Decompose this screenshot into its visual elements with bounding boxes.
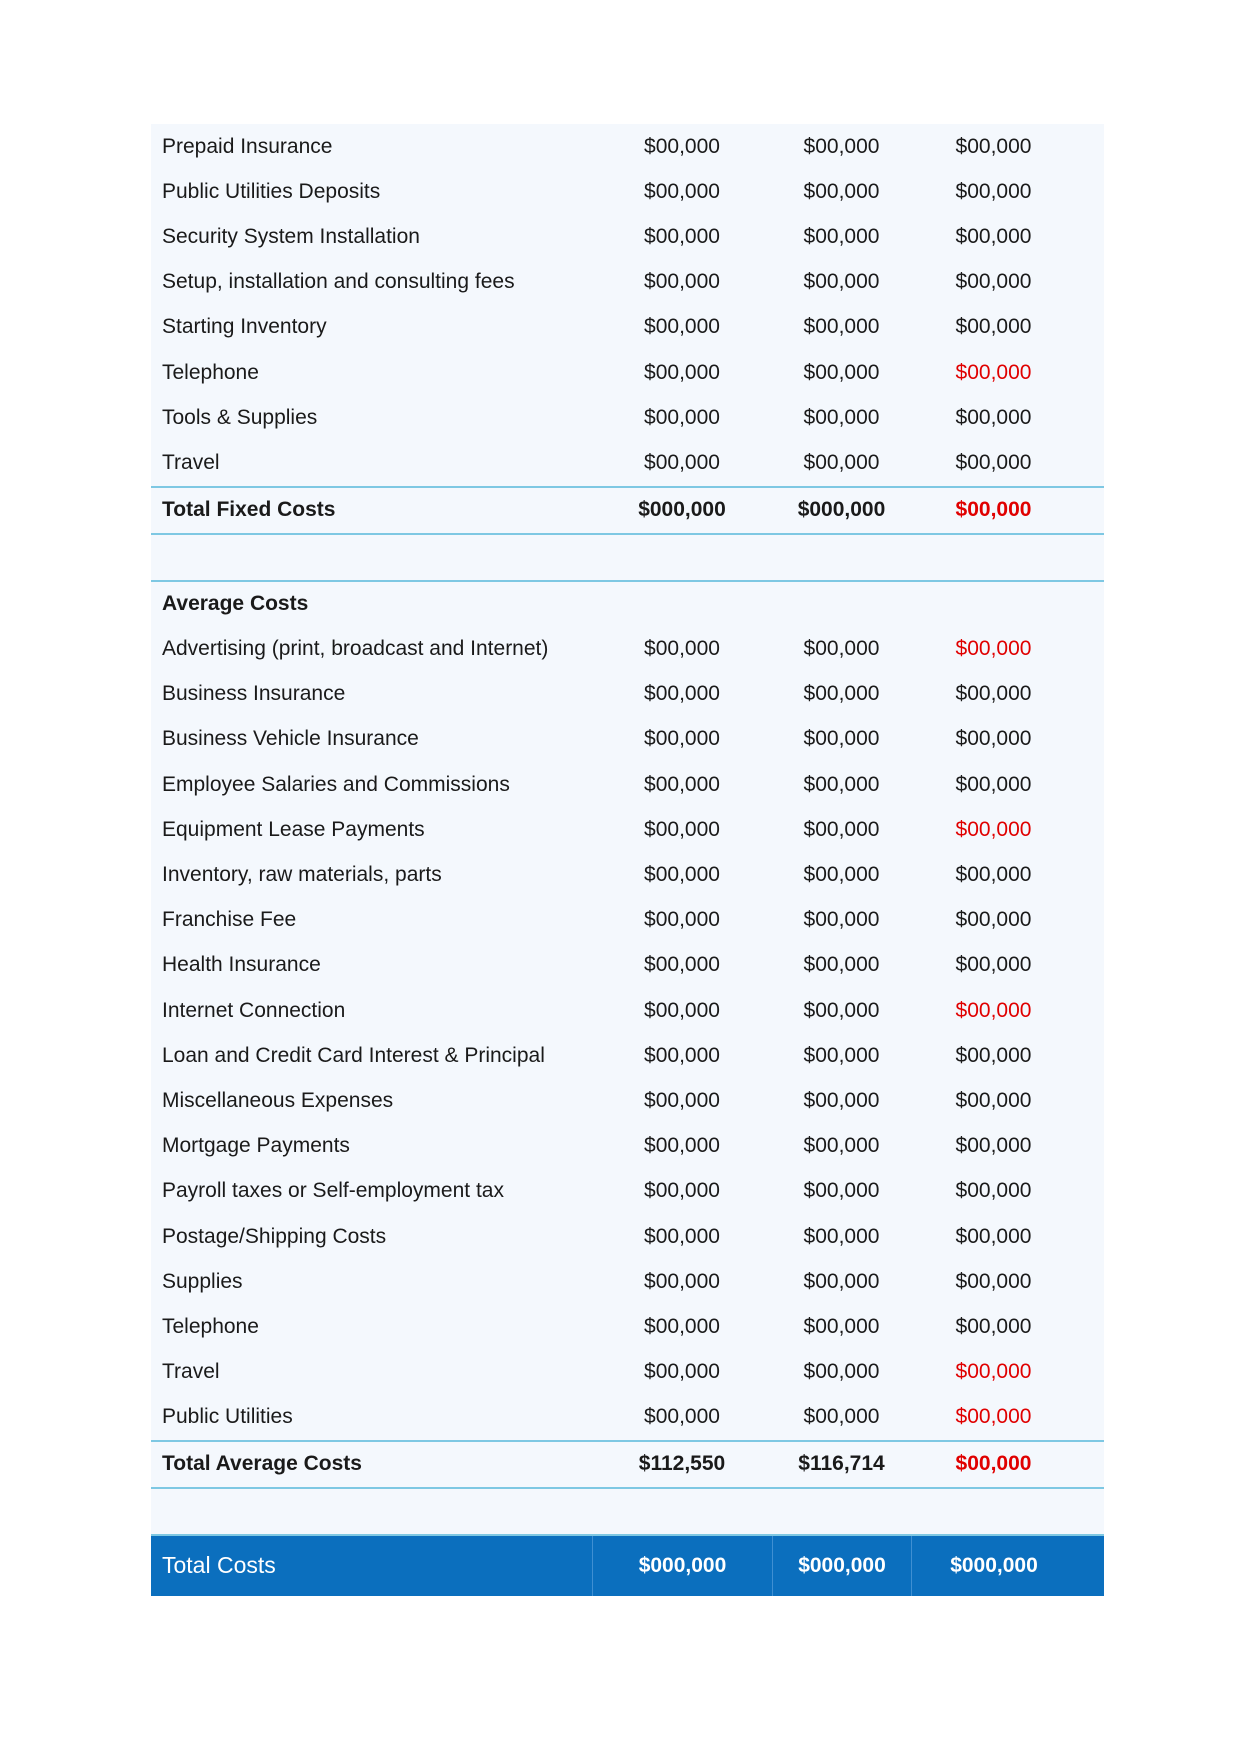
row-label: Payroll taxes or Self-employment tax bbox=[162, 1179, 504, 1203]
negative-value-cell: $00,000 bbox=[955, 998, 1032, 1022]
table-row bbox=[151, 350, 1104, 395]
value-cell: $00,000 bbox=[644, 1088, 720, 1112]
value-cell: $00,000 bbox=[644, 450, 720, 474]
total-value: $116,714 bbox=[798, 1452, 885, 1476]
value-cell: $00,000 bbox=[803, 1224, 880, 1248]
table-row bbox=[151, 1033, 1104, 1078]
grand-total-value: $000,000 bbox=[911, 1536, 1104, 1596]
value-cell: $00,000 bbox=[955, 315, 1032, 339]
row-label: Public Utilities Deposits bbox=[162, 179, 381, 203]
value-cell: $00,000 bbox=[803, 863, 880, 887]
table-row bbox=[151, 1259, 1104, 1304]
value-cell: $00,000 bbox=[803, 772, 880, 796]
cost-table bbox=[151, 124, 1104, 1596]
table-row bbox=[151, 440, 1104, 485]
table-row bbox=[151, 260, 1104, 305]
value-cell: $00,000 bbox=[803, 270, 880, 294]
value-cell: $00,000 bbox=[803, 998, 880, 1022]
table-row bbox=[151, 214, 1104, 259]
value-cell: $00,000 bbox=[955, 405, 1032, 429]
table-row bbox=[151, 1304, 1104, 1349]
average-costs-heading: Average Costs bbox=[162, 592, 309, 615]
table-row bbox=[151, 898, 1104, 943]
row-label: Starting Inventory bbox=[162, 315, 327, 339]
value-cell: $00,000 bbox=[803, 360, 880, 384]
value-cell: $00,000 bbox=[803, 405, 880, 429]
value-cell: $00,000 bbox=[644, 360, 720, 384]
value-cell: $00,000 bbox=[803, 315, 880, 339]
total-label: Total Average Costs bbox=[162, 1452, 362, 1476]
negative-value-cell: $00,000 bbox=[955, 360, 1032, 384]
total-value: $112,550 bbox=[638, 1452, 726, 1476]
row-label: Telephone bbox=[162, 1314, 259, 1338]
table-row bbox=[151, 1395, 1104, 1440]
table-row bbox=[151, 1169, 1104, 1214]
value-cell: $00,000 bbox=[644, 1314, 720, 1338]
table-row bbox=[151, 169, 1104, 214]
total-value: $000,000 bbox=[797, 498, 886, 521]
row-label: Tools & Supplies bbox=[162, 405, 318, 429]
table-row bbox=[151, 305, 1104, 350]
row-label: Franchise Fee bbox=[162, 908, 297, 932]
value-cell: $00,000 bbox=[955, 1179, 1032, 1203]
value-cell: $00,000 bbox=[644, 908, 720, 932]
value-cell: $00,000 bbox=[644, 863, 720, 887]
value-cell: $00,000 bbox=[803, 1088, 880, 1112]
value-cell: $00,000 bbox=[955, 1134, 1032, 1158]
row-label: Prepaid Insurance bbox=[162, 134, 333, 158]
total-average-costs-row bbox=[151, 1440, 1104, 1489]
table-row bbox=[151, 762, 1104, 807]
row-label: Travel bbox=[162, 1360, 220, 1384]
row-label: Security System Installation bbox=[162, 224, 420, 248]
value-cell: $00,000 bbox=[803, 1179, 880, 1203]
table-row bbox=[151, 943, 1104, 988]
value-cell: $00,000 bbox=[955, 863, 1032, 887]
negative-value-cell: $00,000 bbox=[955, 1360, 1032, 1384]
table-row bbox=[151, 124, 1104, 169]
value-cell: $00,000 bbox=[955, 727, 1032, 751]
row-label: Inventory, raw materials, parts bbox=[162, 863, 442, 887]
total-costs-row bbox=[151, 1536, 1104, 1596]
value-cell: $00,000 bbox=[955, 1088, 1032, 1112]
value-cell: $00,000 bbox=[955, 1269, 1032, 1293]
value-cell: $00,000 bbox=[644, 134, 720, 158]
average-costs-section bbox=[151, 582, 1104, 1440]
grand-total-value: $000,000 bbox=[592, 1536, 772, 1596]
table-row bbox=[151, 1124, 1104, 1169]
value-cell: $00,000 bbox=[803, 817, 880, 841]
value-cell: $00,000 bbox=[644, 1269, 720, 1293]
table-row bbox=[151, 852, 1104, 897]
value-cell: $00,000 bbox=[803, 727, 880, 751]
value-cell: $00,000 bbox=[644, 727, 720, 751]
negative-value-cell: $00,000 bbox=[955, 1405, 1032, 1429]
value-cell: $00,000 bbox=[955, 682, 1032, 706]
value-cell: $00,000 bbox=[644, 405, 720, 429]
value-cell: $00,000 bbox=[644, 953, 720, 977]
value-cell: $00,000 bbox=[644, 1134, 720, 1158]
row-label: Setup, installation and consulting fees bbox=[162, 270, 515, 294]
negative-value-cell: $00,000 bbox=[955, 817, 1032, 841]
value-cell: $00,000 bbox=[803, 682, 880, 706]
value-cell: $00,000 bbox=[644, 682, 720, 706]
row-label: Internet Connection bbox=[162, 998, 346, 1022]
row-label: Business Vehicle Insurance bbox=[162, 727, 419, 751]
section-heading bbox=[151, 582, 1104, 627]
grand-total-label: Total Costs bbox=[162, 1552, 276, 1579]
table-row bbox=[151, 672, 1104, 717]
grand-total-value: $000,000 bbox=[772, 1536, 911, 1596]
value-cell: $00,000 bbox=[644, 1179, 720, 1203]
total-label: Total Fixed Costs bbox=[162, 498, 336, 521]
value-cell: $00,000 bbox=[803, 637, 880, 661]
value-cell: $00,000 bbox=[955, 1043, 1032, 1067]
value-cell: $00,000 bbox=[803, 179, 880, 203]
table-row bbox=[151, 1214, 1104, 1259]
row-label: Loan and Credit Card Interest & Principal bbox=[162, 1043, 545, 1067]
value-cell: $00,000 bbox=[955, 224, 1032, 248]
value-cell: $00,000 bbox=[955, 1314, 1032, 1338]
row-label: Business Insurance bbox=[162, 682, 346, 706]
value-cell: $00,000 bbox=[644, 998, 720, 1022]
value-cell: $00,000 bbox=[955, 1224, 1032, 1248]
row-label: Telephone bbox=[162, 360, 259, 384]
value-cell: $00,000 bbox=[955, 134, 1032, 158]
row-label: Health Insurance bbox=[162, 953, 321, 977]
row-label: Travel bbox=[162, 450, 220, 474]
total-fixed-costs-row bbox=[151, 486, 1104, 535]
value-cell: $00,000 bbox=[644, 1405, 720, 1429]
table-row bbox=[151, 627, 1104, 672]
value-cell: $00,000 bbox=[803, 953, 880, 977]
value-cell: $00,000 bbox=[644, 315, 720, 339]
value-cell: $00,000 bbox=[803, 1360, 880, 1384]
row-label: Miscellaneous Expenses bbox=[162, 1088, 394, 1112]
value-cell: $00,000 bbox=[644, 1043, 720, 1067]
value-cell: $00,000 bbox=[803, 908, 880, 932]
row-label: Equipment Lease Payments bbox=[162, 817, 425, 841]
negative-total-value: $00,000 bbox=[955, 498, 1032, 521]
fixed-costs-section bbox=[151, 124, 1104, 486]
value-cell: $00,000 bbox=[644, 270, 720, 294]
value-cell: $00,000 bbox=[803, 1134, 880, 1158]
value-cell: $00,000 bbox=[955, 270, 1032, 294]
section-spacer bbox=[151, 535, 1104, 582]
value-cell: $00,000 bbox=[644, 224, 720, 248]
value-cell: $00,000 bbox=[644, 772, 720, 796]
row-label: Supplies bbox=[162, 1269, 243, 1293]
value-cell: $00,000 bbox=[955, 179, 1032, 203]
value-cell: $00,000 bbox=[803, 134, 880, 158]
negative-value-cell: $00,000 bbox=[955, 637, 1032, 661]
row-label: Public Utilities bbox=[162, 1405, 293, 1429]
value-cell: $00,000 bbox=[955, 908, 1032, 932]
value-cell: $00,000 bbox=[644, 179, 720, 203]
table-row bbox=[151, 1078, 1104, 1123]
row-label: Employee Salaries and Commissions bbox=[162, 772, 510, 796]
value-cell: $00,000 bbox=[644, 637, 720, 661]
value-cell: $00,000 bbox=[955, 953, 1032, 977]
table-row bbox=[151, 717, 1104, 762]
table-row bbox=[151, 395, 1104, 440]
value-cell: $00,000 bbox=[803, 1043, 880, 1067]
table-row bbox=[151, 1350, 1104, 1395]
value-cell: $00,000 bbox=[803, 1269, 880, 1293]
value-cell: $00,000 bbox=[644, 1360, 720, 1384]
value-cell: $00,000 bbox=[955, 450, 1032, 474]
value-cell: $00,000 bbox=[955, 772, 1032, 796]
value-cell: $00,000 bbox=[803, 224, 880, 248]
table-row bbox=[151, 807, 1104, 852]
table-row bbox=[151, 988, 1104, 1033]
value-cell: $00,000 bbox=[644, 1224, 720, 1248]
row-label: Mortgage Payments bbox=[162, 1134, 350, 1158]
total-value: $000,000 bbox=[638, 498, 726, 521]
value-cell: $00,000 bbox=[803, 1405, 880, 1429]
value-cell: $00,000 bbox=[803, 1314, 880, 1338]
value-cell: $00,000 bbox=[644, 817, 720, 841]
row-label: Advertising (print, broadcast and Internet) bbox=[162, 637, 549, 661]
negative-total-value: $00,000 bbox=[955, 1452, 1032, 1476]
section-spacer bbox=[151, 1489, 1104, 1536]
value-cell: $00,000 bbox=[803, 450, 880, 474]
row-label: Postage/Shipping Costs bbox=[162, 1224, 387, 1248]
